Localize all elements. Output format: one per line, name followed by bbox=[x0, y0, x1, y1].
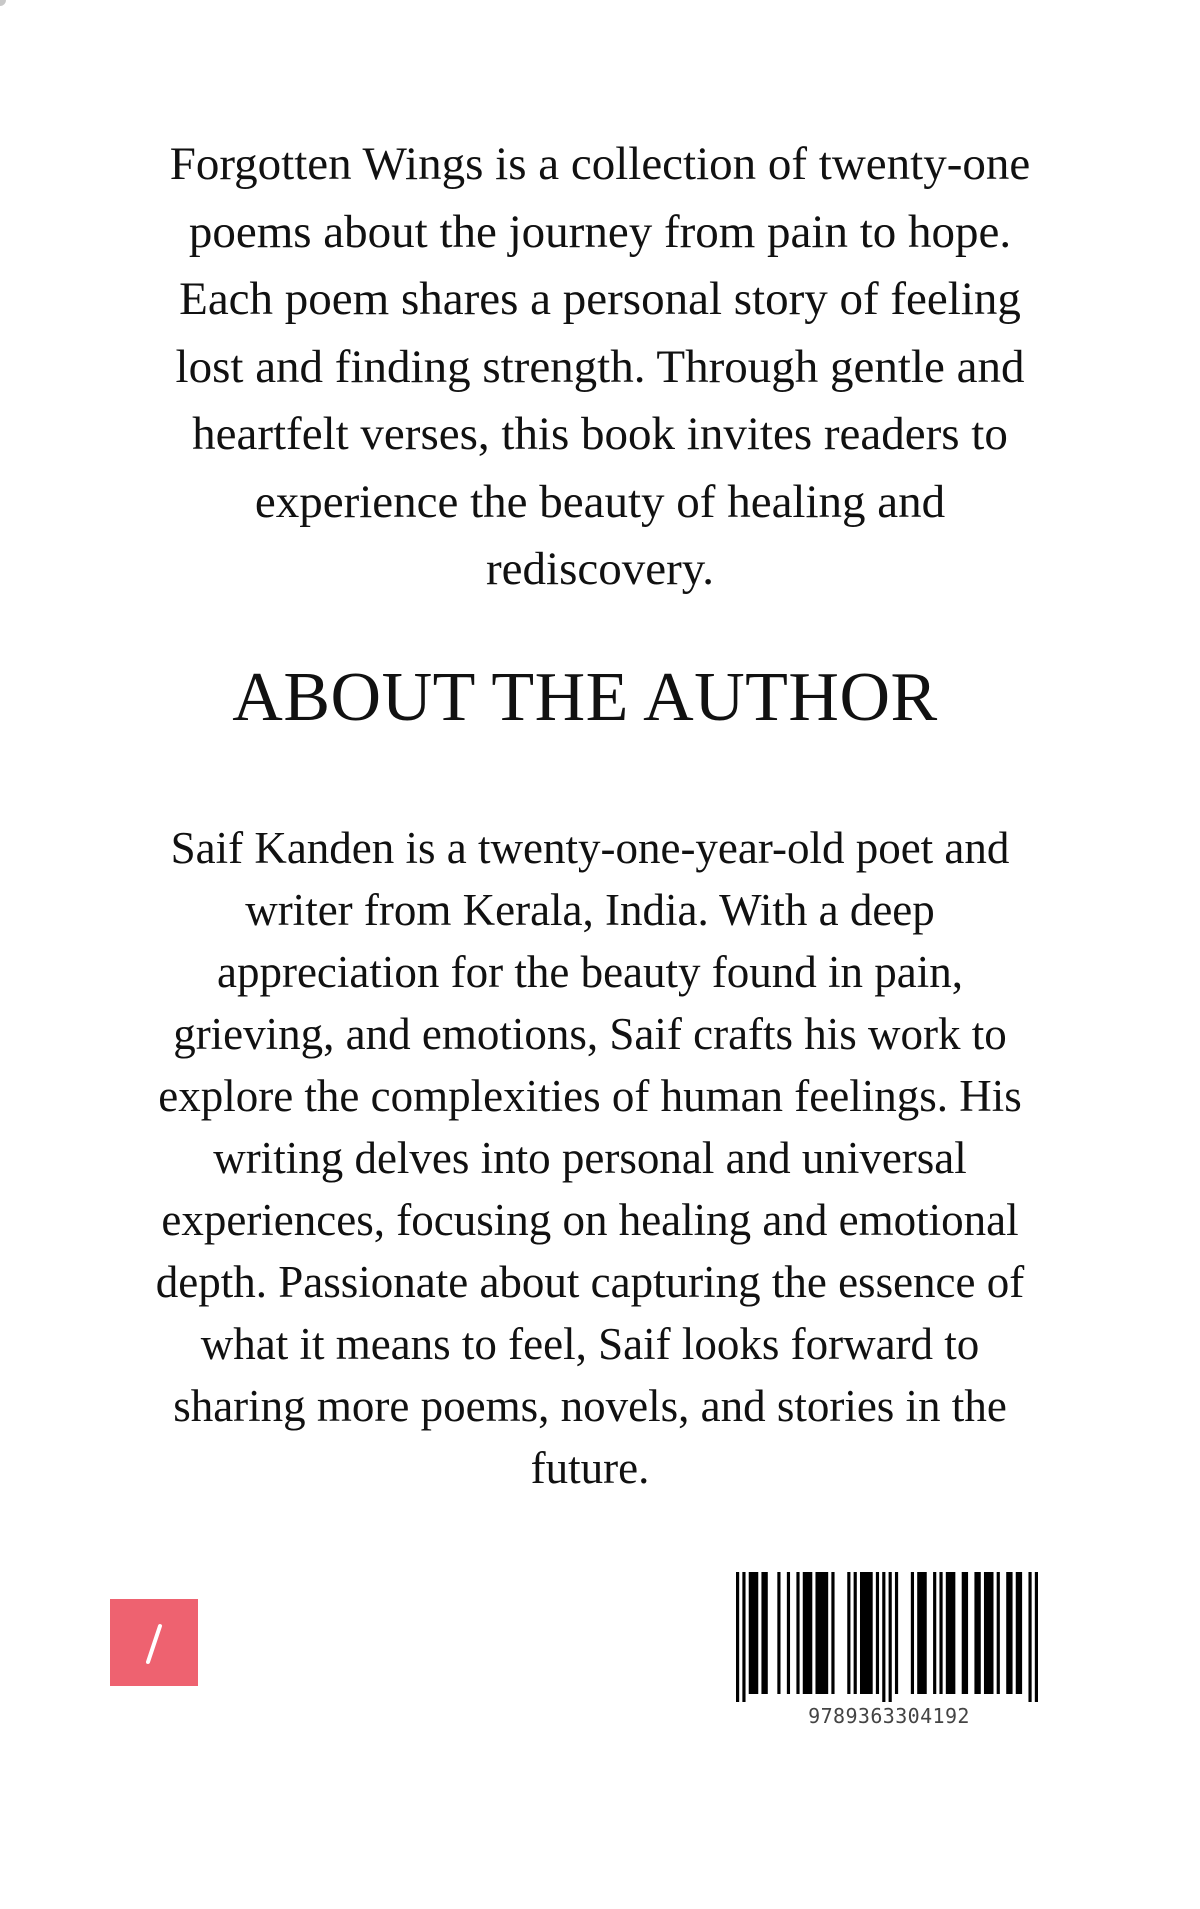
barcode-bar bbox=[946, 1572, 956, 1694]
barcode-bar bbox=[831, 1572, 834, 1694]
barcode-bar bbox=[895, 1572, 898, 1694]
barcode-bar bbox=[962, 1572, 968, 1694]
book-description: Forgotten Wings is a collection of twenty-one poems about the journey from pain to hope. Each poem shares a personal story of feeling lost and finding strength. Through gentle and heartfelt verses, this book invites readers to experience the beauty of healing and rediscovery. bbox=[169, 138, 1031, 595]
barcode-bar bbox=[933, 1572, 936, 1694]
barcode-bar bbox=[882, 1572, 885, 1702]
barcode-bar bbox=[911, 1572, 914, 1694]
barcode-bar bbox=[787, 1572, 790, 1694]
barcode-bar bbox=[736, 1572, 739, 1702]
barcode-bar bbox=[974, 1572, 980, 1694]
corner-mark bbox=[0, 0, 6, 6]
barcode-bar bbox=[742, 1572, 745, 1702]
barcode-bar bbox=[1028, 1572, 1031, 1702]
isbn-number: 9789363304192 bbox=[808, 1704, 970, 1728]
about-author-heading: ABOUT THE AUTHOR bbox=[232, 659, 938, 736]
barcode-bar bbox=[984, 1572, 994, 1694]
barcode-bar bbox=[761, 1572, 767, 1694]
slash-logo-icon bbox=[110, 1599, 198, 1686]
barcode-bar bbox=[1016, 1572, 1022, 1694]
barcode-bar bbox=[803, 1572, 813, 1694]
barcode-bar bbox=[1006, 1572, 1012, 1694]
barcode-bar bbox=[889, 1572, 892, 1702]
barcode-bar bbox=[997, 1572, 1000, 1694]
barcode-bar bbox=[847, 1572, 850, 1694]
barcode-bar bbox=[777, 1572, 780, 1694]
barcode-bars bbox=[736, 1572, 1038, 1702]
barcode-bar bbox=[939, 1572, 942, 1694]
barcode-bar bbox=[815, 1572, 828, 1694]
barcode-bar bbox=[860, 1572, 873, 1694]
publisher-logo bbox=[110, 1599, 198, 1686]
barcode-bar bbox=[854, 1572, 857, 1694]
barcode-bar bbox=[749, 1572, 759, 1694]
barcode-bar bbox=[1035, 1572, 1038, 1702]
barcode-bar bbox=[876, 1572, 879, 1694]
barcode-bar bbox=[796, 1572, 799, 1694]
barcode-bar bbox=[917, 1572, 927, 1694]
author-bio: Saif Kanden is a twenty-one-year-old poet and writer from Kerala, India. With a deep appreciation for the beauty found in pain, grieving, and emotions, Saif crafts his work to explore the complexities of human feelings. His writing delves into personal and universal experiences, focusing on healing and emotional depth. Passionate about capturing the essence of what it means to feel, Saif looks forward to sharing more poems, novels, and stories in the future. bbox=[155, 823, 1025, 1493]
